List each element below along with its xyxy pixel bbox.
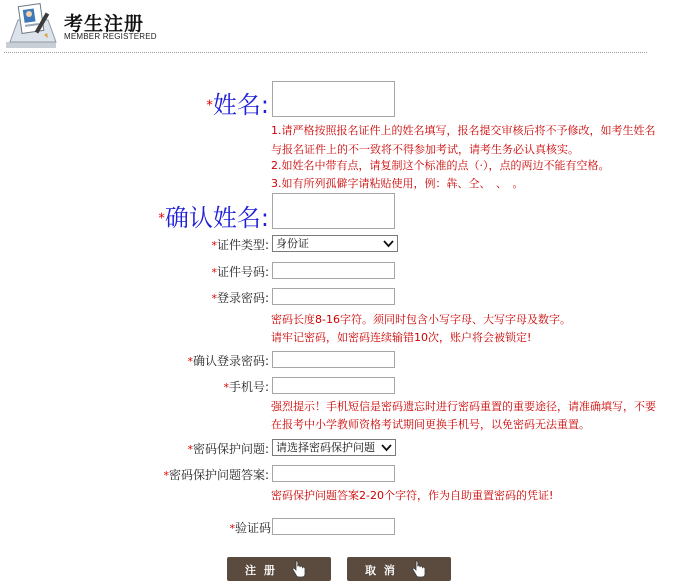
name-input[interactable]	[272, 81, 395, 117]
password-hint-2: 请牢记密码，如密码连续输错10次，账户将会被锁定!	[271, 331, 532, 344]
required-mark: *	[158, 211, 165, 227]
id-type-label	[211, 236, 269, 253]
id-number-label	[211, 263, 269, 280]
phone-label-text: 手机号:	[228, 380, 269, 394]
registration-card-icon	[4, 2, 60, 50]
security-answer-hint: 密码保护问题答案2-20个字符，作为自助重置密码的凭证!	[271, 489, 554, 502]
name-hint-3: 2.如姓名中带有点，请复制这个标准的点（·），点的两边不能有空格。	[271, 159, 610, 172]
security-answer-label	[163, 466, 269, 483]
security-question-label	[187, 440, 269, 457]
required-mark: *	[211, 292, 217, 305]
register-button-label: 注 册	[245, 564, 277, 577]
phone-hint-1: 强烈提示！手机短信是密码遗忘时进行密码重置的重要途径，请准确填写，不要	[271, 400, 656, 413]
id-number-input[interactable]	[272, 262, 395, 279]
header-divider	[4, 52, 647, 53]
page-subtitle: MEMBER REGISTERED	[64, 32, 157, 41]
name-hint-4: 3.如有所列孤僻字请粘贴使用，例：犇、仝、 、 。	[271, 177, 524, 190]
chevron-down-icon	[383, 237, 394, 250]
cancel-button[interactable]	[347, 557, 451, 581]
page-header	[0, 0, 683, 54]
required-mark: *	[206, 98, 213, 114]
id-type-select[interactable]	[272, 235, 398, 252]
password-label-text: 登录密码:	[216, 291, 269, 305]
captcha-input[interactable]	[272, 518, 395, 535]
name-hint-1: 1.请严格按照报名证件上的姓名填写，报名提交审核后将不予修改，如考生姓名	[271, 124, 656, 137]
id-type-label-text: 证件类型:	[216, 238, 269, 252]
security-answer-label-text: 密码保护问题答案:	[168, 468, 269, 482]
register-button[interactable]	[227, 557, 331, 581]
password-label	[211, 289, 269, 306]
id-number-label-text: 证件号码:	[216, 265, 269, 279]
security-question-value: 请选择密码保护问题	[276, 441, 375, 454]
hand-pointer-icon	[411, 560, 427, 578]
phone-label	[223, 378, 269, 395]
cancel-button-label: 取 消	[365, 564, 397, 577]
page-title: 考生注册	[64, 13, 145, 35]
captcha-label	[229, 519, 271, 536]
confirm-name-input[interactable]	[272, 193, 395, 229]
security-question-label-text: 密码保护问题:	[192, 442, 269, 456]
required-mark: *	[187, 443, 193, 456]
required-mark: *	[223, 381, 229, 394]
name-label	[206, 85, 269, 120]
phone-input[interactable]	[272, 377, 395, 394]
chevron-down-icon	[381, 441, 392, 454]
security-question-select[interactable]	[272, 439, 396, 456]
name-label-text: 姓名:	[212, 91, 269, 119]
password-input[interactable]	[272, 288, 395, 305]
phone-hint-2: 在报考中小学教师资格考试期间更换手机号，以免密码无法重置。	[271, 418, 590, 431]
name-hint-2: 与报名证件上的不一致将不得参加考试，请考生务必认真核实。	[271, 143, 579, 156]
confirm-password-label	[187, 352, 269, 369]
id-type-value: 身份证	[276, 237, 309, 250]
security-answer-input[interactable]	[272, 465, 395, 482]
captcha-label-text: 验证码	[234, 521, 271, 535]
required-mark: *	[211, 239, 217, 252]
required-mark: *	[163, 469, 169, 482]
confirm-password-label-text: 确认登录密码:	[192, 354, 269, 368]
required-mark: *	[211, 266, 217, 279]
password-hint-1: 密码长度8-16字符。须同时包含小写字母、大写字母及数字。	[271, 313, 571, 326]
confirm-name-label-text: 确认姓名:	[164, 204, 269, 232]
required-mark: *	[187, 355, 193, 368]
confirm-name-label	[158, 198, 269, 233]
required-mark: *	[229, 522, 235, 535]
hand-pointer-icon	[291, 560, 307, 578]
confirm-password-input[interactable]	[272, 351, 395, 368]
